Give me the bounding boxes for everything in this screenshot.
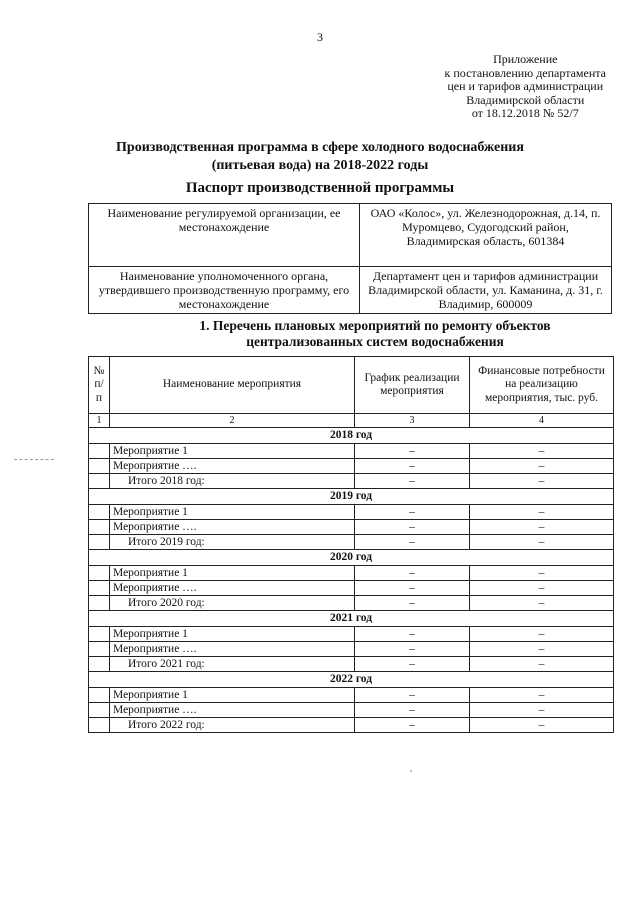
table-row	[89, 703, 614, 718]
section-line: централизованных систем водоснабжения	[246, 334, 504, 349]
schedule-cell: –	[355, 535, 470, 550]
schedule-cell: –	[355, 642, 470, 657]
finance-cell: –	[470, 627, 614, 642]
year-label: 2019 год	[89, 489, 614, 505]
finance-cell: –	[470, 688, 614, 703]
total-label: Итого 2022 год:	[110, 718, 355, 733]
appendix-note	[445, 53, 606, 121]
finance-cell: –	[470, 657, 614, 672]
column-number: 1	[89, 414, 110, 428]
schedule-cell: –	[355, 657, 470, 672]
finance-cell: –	[470, 642, 614, 657]
table-row	[89, 718, 614, 733]
finance-cell: –	[470, 444, 614, 459]
event-name: Мероприятие ….	[110, 703, 355, 718]
events-table	[88, 356, 614, 733]
appendix-line: Приложение	[493, 52, 558, 66]
table-row	[89, 444, 614, 459]
table-row	[89, 627, 614, 642]
event-name: Мероприятие ….	[110, 581, 355, 596]
finance-cell: –	[470, 505, 614, 520]
schedule-cell: –	[355, 627, 470, 642]
year-label: 2018 год	[89, 428, 614, 444]
header-cell: Финансовые потребности на реализацию мероприятия, тыс. руб.	[470, 357, 614, 414]
schedule-cell: –	[355, 566, 470, 581]
event-name: Мероприятие 1	[110, 688, 355, 703]
total-label: Итого 2021 год:	[110, 657, 355, 672]
appendix-line: цен и тарифов администрации	[447, 79, 604, 94]
table-row	[89, 535, 614, 550]
column-number-row	[89, 414, 614, 428]
finance-cell: –	[470, 596, 614, 611]
schedule-cell: –	[355, 444, 470, 459]
section-heading	[175, 318, 575, 350]
passport-table	[88, 203, 612, 314]
finance-cell: –	[470, 474, 614, 489]
passport-value: ОАО «Колос», ул. Железнодорожная, д.14, п. Муромцево, Судогодский район, Владимирская область, 601384	[360, 204, 612, 267]
schedule-cell: –	[355, 596, 470, 611]
margin-scan-mark	[14, 459, 54, 460]
event-name: Мероприятие 1	[110, 505, 355, 520]
schedule-cell: –	[355, 688, 470, 703]
table-row	[89, 596, 614, 611]
document-title	[0, 139, 640, 175]
table-row	[89, 657, 614, 672]
total-label: Итого 2019 год:	[110, 535, 355, 550]
passport-value: Департамент цен и тарифов администрации Владимирской области, ул. Каманина, д. 31, г. Владимир, 600009	[360, 267, 612, 314]
year-row	[89, 672, 614, 688]
year-label: 2022 год	[89, 672, 614, 688]
table-row	[89, 688, 614, 703]
appendix-line: от 18.12.2018 № 52/7	[471, 106, 579, 121]
table-row	[89, 505, 614, 520]
title-line: Производственная программа в сфере холодного водоснабжения	[116, 140, 524, 155]
section-line: 1. Перечень плановых мероприятий по ремонту объектов	[199, 318, 551, 333]
total-label: Итого 2020 год:	[110, 596, 355, 611]
total-label: Итого 2018 год:	[110, 474, 355, 489]
passport-label: Наименование уполномоченного органа, утвердившего производственную программу, его местонахождение	[89, 267, 360, 314]
appendix-line: Владимирской области	[466, 92, 585, 107]
schedule-cell: –	[355, 459, 470, 474]
finance-cell: –	[470, 718, 614, 733]
header-cell: № п/п	[89, 357, 110, 414]
header-cell: Наименование мероприятия	[110, 357, 355, 414]
title-line: (питьевая вода) на 2018-2022 годы	[211, 158, 429, 173]
column-number: 4	[470, 414, 614, 428]
schedule-cell: –	[355, 520, 470, 535]
finance-cell: –	[470, 581, 614, 596]
passport-heading: Паспорт производственной программы	[185, 180, 455, 196]
scan-speck	[410, 770, 412, 772]
finance-cell: –	[470, 520, 614, 535]
year-row	[89, 611, 614, 627]
event-name: Мероприятие ….	[110, 642, 355, 657]
schedule-cell: –	[355, 581, 470, 596]
table-row	[89, 581, 614, 596]
appendix-line: к постановлению департамента	[444, 65, 606, 80]
year-row	[89, 489, 614, 505]
finance-cell: –	[470, 566, 614, 581]
column-number: 2	[110, 414, 355, 428]
event-name: Мероприятие 1	[110, 444, 355, 459]
table-row	[89, 520, 614, 535]
event-name: Мероприятие 1	[110, 566, 355, 581]
table-row	[89, 459, 614, 474]
event-name: Мероприятие ….	[110, 520, 355, 535]
passport-row	[89, 204, 612, 267]
event-name: Мероприятие ….	[110, 459, 355, 474]
year-label: 2021 год	[89, 611, 614, 627]
schedule-cell: –	[355, 505, 470, 520]
header-row	[89, 357, 614, 414]
finance-cell: –	[470, 459, 614, 474]
event-name: Мероприятие 1	[110, 627, 355, 642]
year-label: 2020 год	[89, 550, 614, 566]
schedule-cell: –	[355, 703, 470, 718]
finance-cell: –	[470, 535, 614, 550]
table-row	[89, 474, 614, 489]
table-row	[89, 566, 614, 581]
year-row	[89, 428, 614, 444]
schedule-cell: –	[355, 474, 470, 489]
passport-row	[89, 267, 612, 314]
schedule-cell: –	[355, 718, 470, 733]
column-number: 3	[355, 414, 470, 428]
passport-label: Наименование регулируемой организации, ее местонахождение	[89, 204, 360, 267]
page-number: 3	[317, 30, 323, 44]
table-row	[89, 642, 614, 657]
year-row	[89, 550, 614, 566]
header-cell: График реализации мероприятия	[355, 357, 470, 414]
finance-cell: –	[470, 703, 614, 718]
